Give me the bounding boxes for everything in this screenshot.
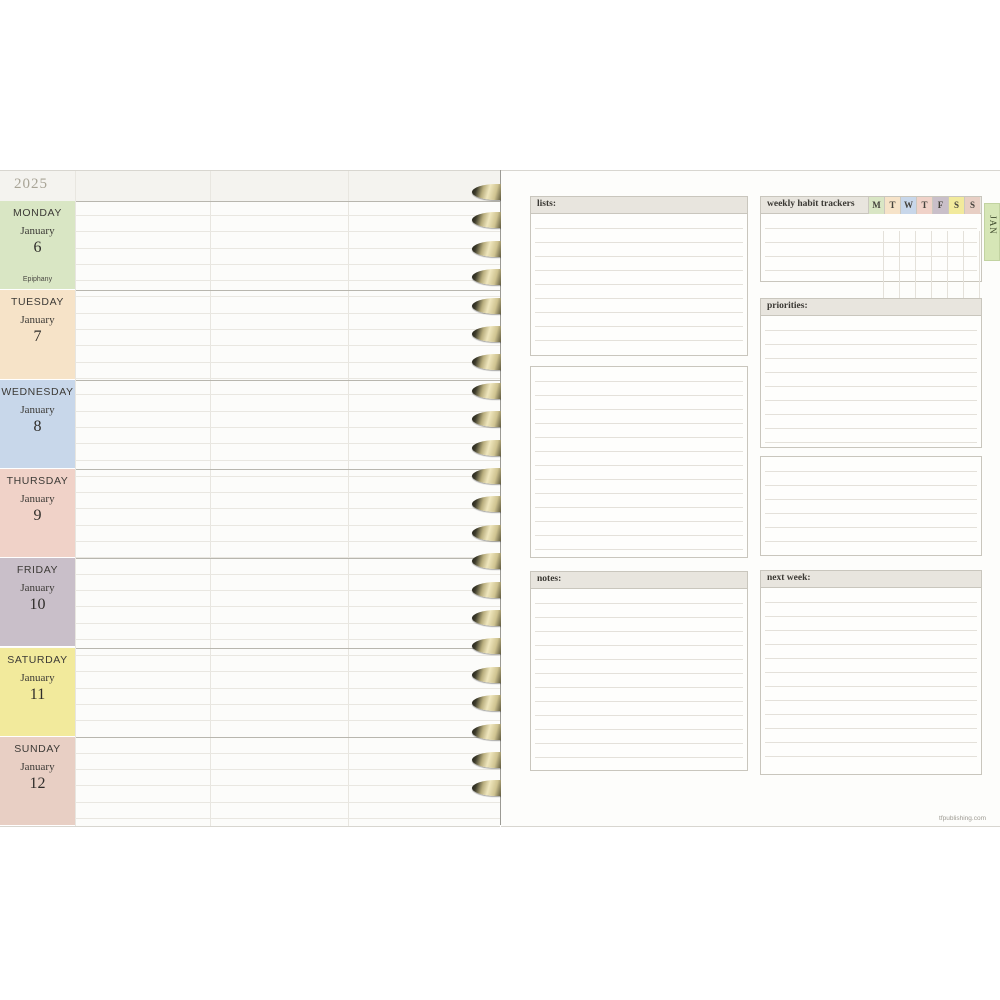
lists-panel[interactable] [530, 196, 748, 356]
habit-tracker-lines [761, 214, 981, 281]
writing-line [76, 394, 500, 395]
day-month: January [20, 314, 55, 327]
panel-line [765, 742, 977, 743]
day-divider-line [76, 558, 500, 559]
planner-spread [0, 170, 1000, 825]
next-week-panel[interactable] [760, 570, 982, 775]
habit-day-header[interactable]: M [868, 197, 884, 214]
panel-line [535, 479, 743, 480]
panel-line [535, 757, 743, 758]
writing-line [76, 264, 500, 265]
panel-line [765, 386, 977, 387]
writing-line [76, 655, 500, 656]
writing-line [76, 296, 500, 297]
panel-line [765, 541, 977, 542]
panel-line [535, 298, 743, 299]
lists-panel-lower[interactable] [530, 366, 748, 558]
panel-line [765, 499, 977, 500]
day-month: January [20, 492, 55, 505]
habit-column-line [947, 231, 948, 299]
day-name: THURSDAY [6, 474, 69, 487]
lists-panel-lower-lines [531, 367, 747, 557]
day-month: January [20, 760, 55, 773]
day-number: 8 [33, 417, 42, 435]
writing-line [76, 508, 500, 509]
notes-panel[interactable] [530, 571, 748, 771]
panel-line [535, 701, 743, 702]
day-number: 10 [29, 596, 46, 614]
writing-line [76, 378, 500, 379]
left-page [0, 170, 500, 827]
column-separator [210, 171, 211, 826]
habit-tracker-title: weekly habit trackers [767, 199, 855, 209]
panel-line [765, 414, 977, 415]
priorities-panel-lower-lines [761, 457, 981, 555]
writing-line [76, 606, 500, 607]
panel-line [535, 549, 743, 550]
panel-line [765, 658, 977, 659]
notes-panel-lines [531, 589, 747, 770]
column-separator [348, 171, 349, 826]
day-divider-line [76, 737, 500, 738]
writing-line [76, 525, 500, 526]
habit-row-line [765, 270, 977, 271]
day-divider-line [76, 380, 500, 381]
habit-column-line [931, 231, 932, 299]
writing-line [76, 818, 500, 819]
panel-line [535, 270, 743, 271]
habit-row-line [765, 256, 977, 257]
panel-line [535, 535, 743, 536]
habit-day-header[interactable]: T [916, 197, 932, 214]
panel-line [535, 228, 743, 229]
panel-line [765, 485, 977, 486]
panel-line [535, 451, 743, 452]
writing-line [76, 427, 500, 428]
panel-line [765, 602, 977, 603]
panel-line [765, 714, 977, 715]
panel-line [765, 644, 977, 645]
habit-column-line [899, 231, 900, 299]
writing-line [76, 639, 500, 640]
writing-line [76, 329, 500, 330]
habit-day-header[interactable]: W [900, 197, 916, 214]
day-column[interactable] [0, 558, 75, 647]
habit-row-line [765, 228, 977, 229]
writing-line [76, 704, 500, 705]
priorities-panel-title: priorities: [767, 301, 808, 311]
writing-line [76, 345, 500, 346]
panel-line [535, 603, 743, 604]
panel-line [765, 527, 977, 528]
writing-line [76, 688, 500, 689]
day-name: SATURDAY [7, 653, 68, 666]
habit-day-header[interactable]: S [964, 197, 980, 214]
writing-line [76, 215, 500, 216]
writing-line [76, 590, 500, 591]
writing-line [76, 753, 500, 754]
day-number: 7 [33, 328, 42, 346]
panel-line [535, 312, 743, 313]
panel-line [535, 743, 743, 744]
panel-line [535, 242, 743, 243]
day-number: 11 [29, 685, 46, 703]
day-month: January [20, 225, 55, 237]
day-name: WEDNESDAY [1, 385, 74, 398]
panel-line [765, 630, 977, 631]
writing-line [76, 671, 500, 672]
writing-line [76, 248, 500, 249]
priorities-panel[interactable] [760, 298, 982, 448]
panel-line [535, 687, 743, 688]
day-column[interactable] [0, 380, 75, 469]
day-column[interactable] [0, 290, 75, 379]
panel-line [535, 326, 743, 327]
writing-line [76, 541, 500, 542]
habit-column-line [883, 231, 884, 299]
day-column[interactable] [0, 201, 75, 290]
panel-line [765, 358, 977, 359]
writing-line [76, 720, 500, 721]
panel-line [765, 400, 977, 401]
panel-line [535, 507, 743, 508]
notes-panel-header [531, 572, 747, 589]
panel-line [765, 471, 977, 472]
writing-line [76, 476, 500, 477]
panel-line [535, 617, 743, 618]
panel-line [535, 423, 743, 424]
panel-line [765, 686, 977, 687]
panel-line [535, 409, 743, 410]
day-column[interactable] [0, 648, 75, 737]
day-column[interactable] [0, 737, 75, 826]
panel-line [765, 616, 977, 617]
panel-line [535, 631, 743, 632]
next-week-panel-title: next week: [767, 573, 811, 583]
panel-line [535, 659, 743, 660]
panel-line [535, 493, 743, 494]
panel-line [535, 395, 743, 396]
habit-day-header[interactable]: T [884, 197, 900, 214]
writing-line [76, 313, 500, 314]
writing-line [76, 769, 500, 770]
next-week-panel-lines [761, 588, 981, 774]
writing-line [76, 460, 500, 461]
month-tab-label: JAN [988, 215, 998, 235]
notes-panel-title: notes: [537, 574, 562, 584]
panel-line [765, 756, 977, 757]
writing-line [76, 802, 500, 803]
day-number: 6 [33, 239, 42, 256]
day-month: January [20, 671, 55, 684]
habit-day-header[interactable]: F [932, 197, 948, 214]
habit-row-line [765, 242, 977, 243]
day-column[interactable] [0, 469, 75, 558]
panel-line [765, 330, 977, 331]
day-name: TUESDAY [10, 296, 64, 309]
panel-line [535, 437, 743, 438]
panel-line [765, 513, 977, 514]
writing-line [76, 574, 500, 575]
priorities-panel-lower[interactable] [760, 456, 982, 556]
panel-line [535, 340, 743, 341]
panel-line [535, 465, 743, 466]
panel-line [535, 673, 743, 674]
day-name: MONDAY [13, 207, 62, 219]
writing-line [76, 362, 500, 363]
day-divider-line [76, 469, 500, 470]
lists-panel-title: lists: [537, 199, 556, 209]
publisher-brand: tfpublishing.com [939, 815, 986, 822]
panel-line [765, 728, 977, 729]
panel-line [765, 428, 977, 429]
panel-line [765, 442, 977, 443]
writing-line [76, 231, 500, 232]
writing-line [76, 411, 500, 412]
panel-line [535, 256, 743, 257]
lists-panel-header [531, 197, 747, 214]
writing-line [76, 785, 500, 786]
panel-line [535, 729, 743, 730]
right-page [501, 170, 1000, 827]
habit-column-line [963, 231, 964, 299]
panel-line [535, 645, 743, 646]
writing-line [76, 443, 500, 444]
column-separator [75, 171, 76, 826]
month-tab-jan[interactable] [984, 203, 1000, 261]
panel-line [765, 372, 977, 373]
panel-line [535, 715, 743, 716]
priorities-panel-lines [761, 316, 981, 447]
day-number: 12 [29, 774, 46, 792]
writing-line [76, 492, 500, 493]
habit-column-line [979, 231, 980, 299]
panel-line [535, 284, 743, 285]
day-holiday-note: Epiphany [22, 276, 53, 284]
writing-line [76, 280, 500, 281]
day-divider-line [76, 290, 500, 291]
panel-line [765, 344, 977, 345]
day-name: FRIDAY [16, 564, 59, 577]
writing-line [76, 623, 500, 624]
panel-line [765, 700, 977, 701]
habit-day-header[interactable]: S [948, 197, 964, 214]
panel-line [535, 521, 743, 522]
lists-panel-lines [531, 214, 747, 355]
day-divider-line [76, 201, 500, 202]
habit-column-line [915, 231, 916, 299]
day-number: 9 [33, 506, 42, 524]
year-label: 2025 [14, 176, 48, 192]
day-month: January [20, 403, 55, 416]
day-month: January [20, 582, 55, 595]
day-divider-line [76, 648, 500, 649]
panel-line [765, 672, 977, 673]
habit-day-headers [868, 197, 980, 214]
habit-tracker-panel[interactable] [760, 196, 982, 282]
day-name: SUNDAY [14, 742, 61, 755]
panel-line [535, 381, 743, 382]
